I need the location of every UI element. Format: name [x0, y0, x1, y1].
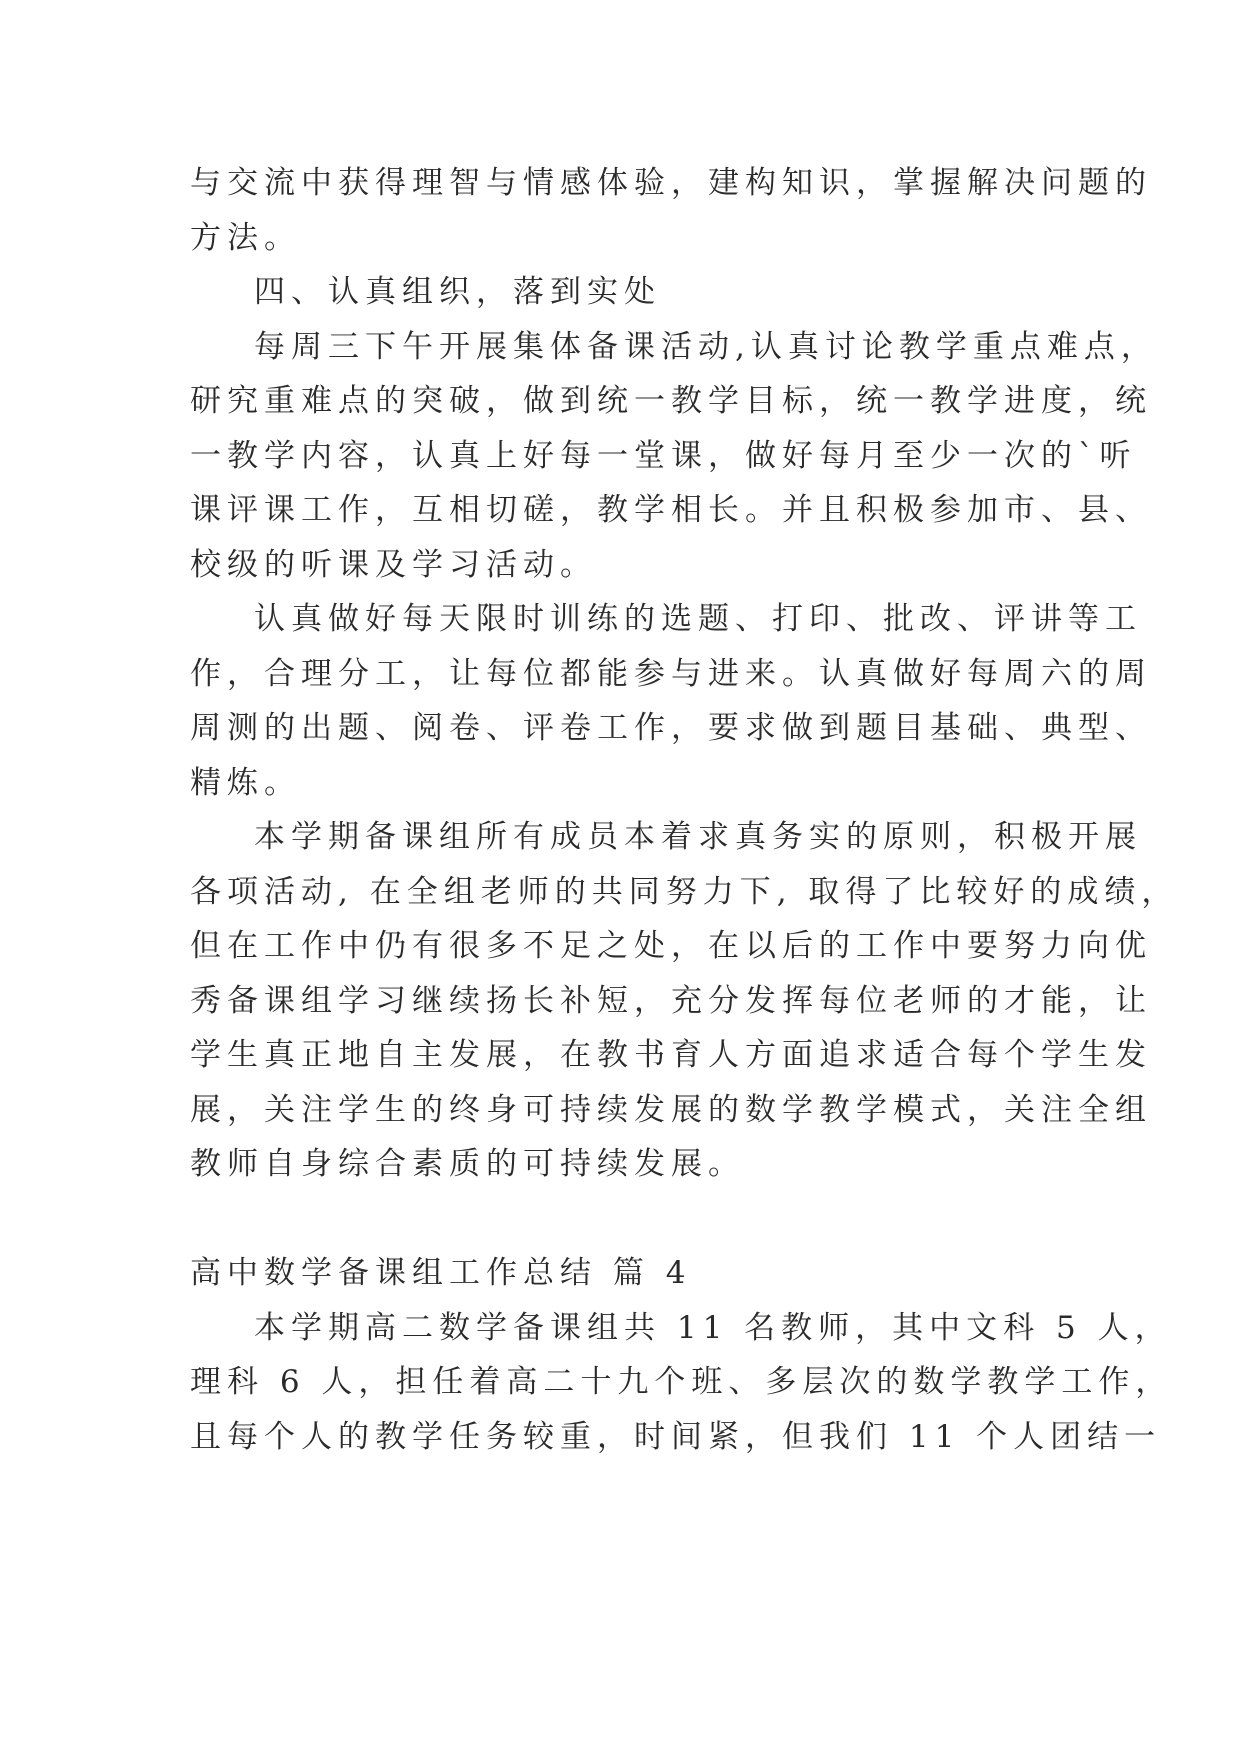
- text-line: 学生真正地自主发展，在教书育人方面追求适合每个学生发: [190, 1037, 1152, 1073]
- text-line: 研究重难点的突破，做到统一教学目标，统一教学进度，统: [190, 383, 1152, 419]
- text-line: 作，合理分工，让每位都能参与进来。认真做好每周六的周: [190, 655, 1152, 692]
- document-body: [190, 156, 1179, 1464]
- text-line: 各项活动, 在全组老师的共同努力下, 取得了比较好的成绩，: [190, 873, 1179, 910]
- text-line: 且每个人的教学任务较重，时间紧，但我们 11 个人团结一: [190, 1418, 1162, 1455]
- paragraph-gap: [190, 1192, 1070, 1247]
- text-line: 校级的听课及学习活动。: [190, 546, 597, 583]
- text-line: 教师自身综合素质的可持续发展。: [190, 1146, 745, 1182]
- section-heading: 四、认真组织，落到实处: [254, 274, 661, 310]
- text-line: 理科 6 人，担任着高二十九个班、多层次的数学教学工作，: [190, 1364, 1173, 1400]
- text-line: 一教学内容，认真上好每一堂课，做好每月至少一次的`听: [190, 437, 1137, 474]
- text-line: 展，关注学生的终身可持续发展的数学教学模式，关注全组: [190, 1091, 1152, 1128]
- text-line: 认真做好每天限时训练的选题、打印、批改、评讲等工: [254, 601, 1142, 637]
- text-line: 课评课工作，互相切磋，教学相长。并且积极参加市、县、: [190, 492, 1152, 528]
- section-title: 高中数学备课组工作总结 篇 4: [190, 1255, 692, 1291]
- text-line: 本学期备课组所有成员本着求真务实的原则，积极开展: [254, 819, 1142, 855]
- text-line: 本学期高二数学备课组共 11 名教师，其中文科 5 人，: [254, 1309, 1172, 1346]
- text-line: 方法。: [190, 219, 301, 256]
- text-line: 每周三下午开展集体备课活动,认真讨论教学重点难点，: [254, 328, 1158, 365]
- text-line: 但在工作中仍有很多不足之处，在以后的工作中要努力向优: [190, 928, 1152, 964]
- text-line: 精炼。: [190, 764, 301, 801]
- text-line: 秀备课组学习继续扬长补短，充分发挥每位老师的才能，让: [190, 982, 1152, 1019]
- text-line: 周测的出题、阅卷、评卷工作，要求做到题目基础、典型、: [190, 710, 1152, 746]
- text-line: 与交流中获得理智与情感体验，建构知识，掌握解决问题的: [190, 165, 1152, 201]
